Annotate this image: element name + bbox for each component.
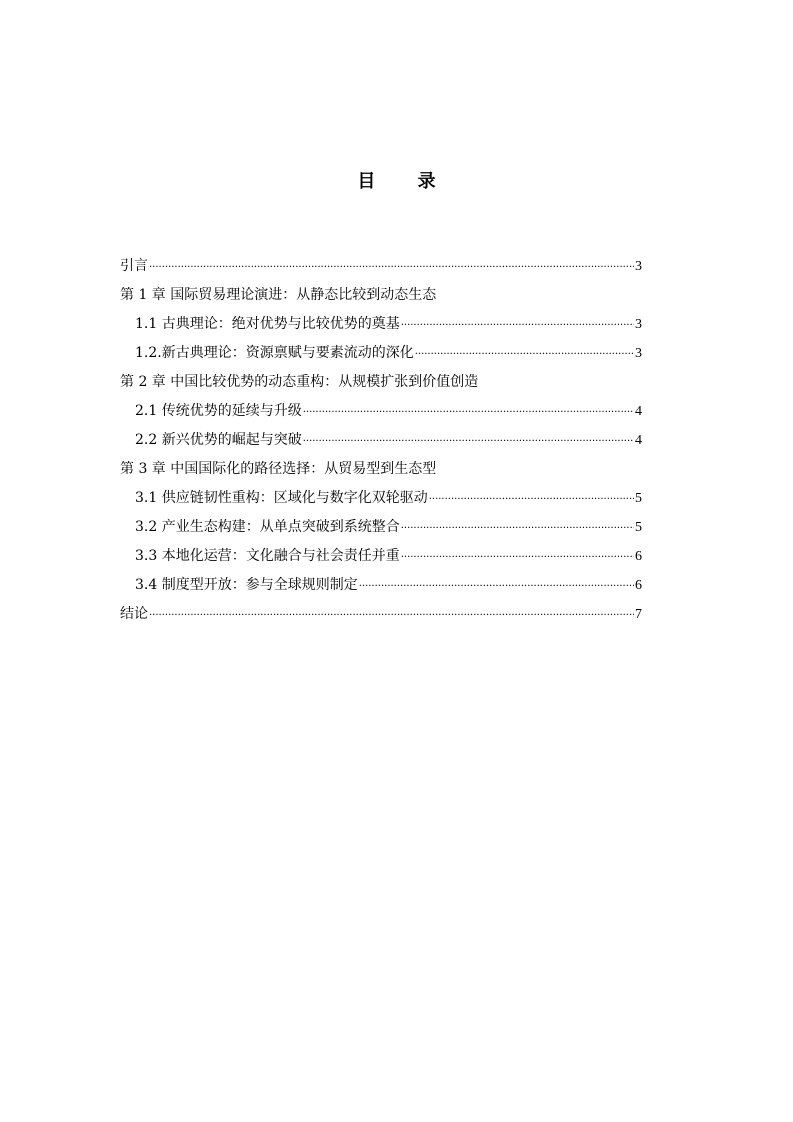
toc-entry-label: 第 3 章 中国国际化的路径选择：从贸易型到生态型 [120, 461, 437, 477]
toc-entry-label: 1.1 古典理论：绝对优势与比较优势的奠基 [135, 316, 400, 332]
toc-entry-section-3-3[interactable] [120, 542, 642, 571]
toc-entry-label: 3.2 产业生态构建：从单点突破到系统整合 [135, 519, 400, 535]
toc-entry-section-1-2[interactable] [120, 339, 642, 368]
toc-page-number: 4 [635, 433, 642, 448]
toc-dot-leader [149, 601, 634, 630]
toc-entry-introduction[interactable] [120, 252, 642, 281]
toc-dot-leader [401, 514, 634, 543]
toc-dot-leader [401, 543, 634, 572]
toc-entry-chapter-3[interactable] [120, 455, 642, 484]
toc-dot-leader [401, 311, 634, 340]
toc-dot-leader [415, 340, 634, 369]
toc-entry-label: 2.1 传统优势的延续与升级 [135, 403, 302, 419]
toc-dot-leader [429, 485, 634, 514]
table-of-contents [120, 252, 642, 629]
toc-entry-label: 3.1 供应链韧性重构：区域化与数字化双轮驱动 [135, 490, 428, 506]
toc-page-number: 3 [635, 346, 642, 361]
toc-dot-leader [359, 572, 634, 601]
toc-entry-label: 3.4 制度型开放：参与全球规则制定 [135, 577, 358, 593]
toc-entry-section-2-1[interactable] [120, 397, 642, 426]
toc-entry-section-3-4[interactable] [120, 571, 642, 600]
toc-dot-leader [149, 253, 634, 282]
toc-entry-section-2-2[interactable] [120, 426, 642, 455]
toc-entry-section-1-1[interactable] [120, 310, 642, 339]
toc-entry-conclusion[interactable] [120, 600, 642, 629]
toc-entry-label: 第 2 章 中国比较优势的动态重构：从规模扩张到价值创造 [120, 374, 479, 390]
toc-page-number: 7 [635, 607, 642, 622]
toc-dot-leader [303, 427, 634, 456]
toc-page-number: 4 [635, 404, 642, 419]
toc-entry-section-3-2[interactable] [120, 513, 642, 542]
page-title: 目 录 [357, 171, 454, 192]
toc-page-number: 3 [635, 259, 642, 274]
toc-page-number: 5 [635, 491, 642, 506]
toc-entry-label: 3.3 本地化运营：文化融合与社会责任并重 [135, 548, 400, 564]
toc-page-number: 5 [635, 520, 642, 535]
toc-entry-label: 结论 [120, 606, 148, 622]
toc-page-number: 3 [635, 317, 642, 332]
toc-page-number: 6 [635, 549, 642, 564]
toc-entry-section-3-1[interactable] [120, 484, 642, 513]
toc-dot-leader [303, 398, 634, 427]
toc-entry-label: 第 1 章 国际贸易理论演进：从静态比较到动态生态 [120, 287, 437, 303]
toc-page-number: 6 [635, 578, 642, 593]
toc-entry-label: 2.2 新兴优势的崛起与突破 [135, 432, 302, 448]
toc-entry-label: 引言 [120, 258, 148, 274]
toc-entry-chapter-1[interactable] [120, 281, 642, 310]
toc-entry-chapter-2[interactable] [120, 368, 642, 397]
toc-entry-label: 1.2.新古典理论：资源禀赋与要素流动的深化 [135, 345, 414, 361]
